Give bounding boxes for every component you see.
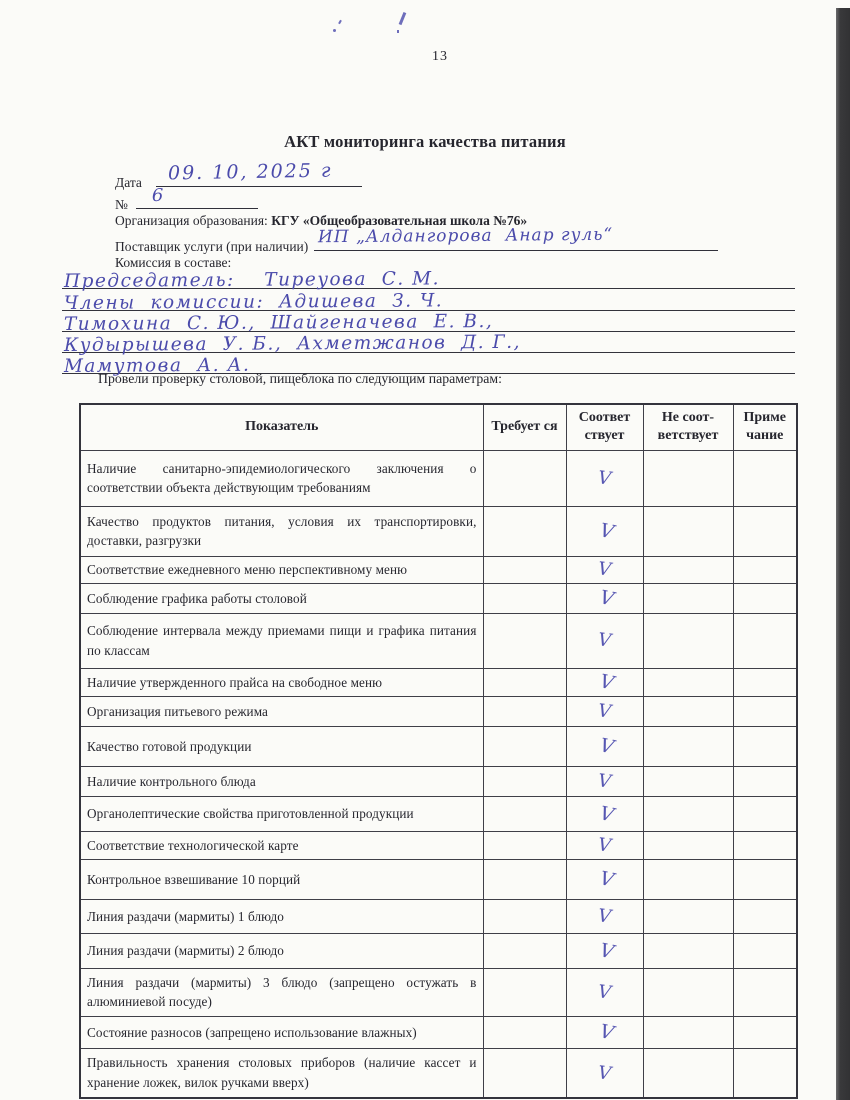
checkmark: V	[597, 670, 616, 696]
checkmark: V	[597, 586, 616, 612]
conforms-cell	[566, 968, 643, 1016]
required-cell	[483, 796, 566, 831]
ink-smudge	[338, 20, 342, 24]
scanner-edge-shadow	[836, 8, 850, 1100]
conforms-cell	[566, 933, 643, 968]
checkmark: V	[596, 558, 613, 582]
table-row	[80, 1016, 797, 1048]
table-row	[80, 556, 797, 583]
parameter-cell: Контрольное взвешивание 10 порций	[80, 859, 483, 899]
not-conforms-cell	[643, 968, 733, 1016]
conforms-cell	[566, 726, 643, 766]
parameter-cell: Правильность хранения столовых приборов (наличие кассет и хранение ложек, вилок ручками вверх)	[80, 1048, 483, 1098]
commission-line	[62, 289, 795, 314]
required-cell	[483, 859, 566, 899]
checkmark: V	[596, 834, 613, 857]
parameter-cell: Организация питьевого режима	[80, 696, 483, 726]
table-body	[80, 450, 797, 1098]
not-conforms-cell	[643, 556, 733, 583]
commission-members-block	[62, 268, 795, 378]
commission-line	[62, 310, 795, 335]
note-cell	[733, 450, 797, 506]
monitoring-table	[79, 403, 798, 1099]
table-header	[80, 404, 797, 450]
number-underline	[136, 185, 258, 209]
table-row	[80, 613, 797, 668]
supplier-field	[115, 224, 718, 255]
conforms-cell	[566, 1016, 643, 1048]
checkmark: V	[596, 905, 613, 928]
conforms-cell	[566, 831, 643, 859]
parameter-cell: Состояние разносов (запрещено использование влажных)	[80, 1016, 483, 1048]
handwritten-commission-text: Тимохина С. Ю., Шайгеначева Е. В.,	[63, 310, 494, 335]
conforms-cell	[566, 583, 643, 613]
required-cell	[483, 899, 566, 933]
note-cell	[733, 696, 797, 726]
parameter-cell: Линия раздачи (мармиты) 2 блюдо	[80, 933, 483, 968]
not-conforms-cell	[643, 613, 733, 668]
ink-smudge	[333, 29, 336, 32]
checkmark: V	[596, 700, 613, 723]
organization-label: Организация образования:	[115, 213, 272, 228]
table-row	[80, 933, 797, 968]
note-cell	[733, 1048, 797, 1098]
parameter-cell: Наличие утвержденного прайса на свободное меню	[80, 668, 483, 696]
not-conforms-cell	[643, 831, 733, 859]
page-number: 13	[432, 49, 448, 64]
checkmark: V	[596, 1062, 613, 1085]
required-cell	[483, 506, 566, 556]
required-cell	[483, 450, 566, 506]
checkmark: V	[597, 867, 616, 893]
note-cell	[733, 1016, 797, 1048]
not-conforms-cell	[643, 668, 733, 696]
required-cell	[483, 766, 566, 796]
note-cell	[733, 506, 797, 556]
not-conforms-cell	[643, 899, 733, 933]
required-cell	[483, 583, 566, 613]
table-row	[80, 766, 797, 796]
required-cell	[483, 933, 566, 968]
conforms-cell	[566, 696, 643, 726]
conforms-cell	[566, 859, 643, 899]
note-cell	[733, 796, 797, 831]
note-cell	[733, 668, 797, 696]
note-cell	[733, 766, 797, 796]
required-cell	[483, 1016, 566, 1048]
table-row	[80, 831, 797, 859]
conforms-cell	[566, 899, 643, 933]
required-cell	[483, 668, 566, 696]
column-header: Соответ ствует	[566, 404, 643, 450]
table-row	[80, 899, 797, 933]
required-cell	[483, 613, 566, 668]
commission-line	[62, 331, 795, 357]
note-cell	[733, 933, 797, 968]
not-conforms-cell	[643, 796, 733, 831]
column-header: Приме чание	[733, 404, 797, 450]
checkmark: V	[596, 770, 613, 793]
column-header: Не соот- ветствует	[643, 404, 733, 450]
supplier-label: Поставщик услуги (при наличии)	[115, 239, 309, 254]
handwritten-commission-text: Председатель: Тиреуова С. М.	[63, 268, 441, 293]
conforms-cell	[566, 613, 643, 668]
not-conforms-cell	[643, 859, 733, 899]
not-conforms-cell	[643, 450, 733, 506]
ink-smudge	[397, 30, 399, 33]
ink-smudge	[399, 12, 406, 25]
required-cell	[483, 831, 566, 859]
note-cell	[733, 583, 797, 613]
commission-line	[62, 268, 795, 293]
intro-text: Провели проверку столовой, пищеблока по следующим параметрам:	[98, 371, 502, 386]
parameter-cell: Наличие контрольного блюда	[80, 766, 483, 796]
parameter-cell: Органолептические свойства приготовленной продукции	[80, 796, 483, 831]
parameter-cell: Качество готовой продукции	[80, 726, 483, 766]
not-conforms-cell	[643, 726, 733, 766]
parameter-cell: Наличие санитарно-эпидемиологического заключения о соответствии объекта действующим требованиям	[80, 450, 483, 506]
conforms-cell	[566, 668, 643, 696]
parameter-cell: Соответствие ежедневного меню перспективному меню	[80, 556, 483, 583]
table-row	[80, 968, 797, 1016]
checkmark: V	[596, 629, 613, 653]
checkmark: V	[596, 467, 613, 490]
table-row	[80, 796, 797, 831]
table-row	[80, 506, 797, 556]
handwritten-commission-text: Кудырышева У. Б., Ахметжанов Д. Г.,	[63, 331, 522, 357]
table-row	[80, 696, 797, 726]
conforms-cell	[566, 450, 643, 506]
date-label: Дата	[115, 175, 142, 190]
note-cell	[733, 831, 797, 859]
required-cell	[483, 696, 566, 726]
note-cell	[733, 556, 797, 583]
conforms-cell	[566, 766, 643, 796]
table-row	[80, 450, 797, 506]
parameter-cell: Соответствие технологической карте	[80, 831, 483, 859]
document-title: АКТ мониторинга качества питания	[284, 132, 566, 151]
table-row	[80, 583, 797, 613]
parameter-cell: Линия раздачи (мармиты) 3 блюдо (запрещено остужать в алюминиевой посуде)	[80, 968, 483, 1016]
conforms-cell	[566, 506, 643, 556]
parameter-cell: Качество продуктов питания, условия их транспортировки, доставки, разгрузки	[80, 506, 483, 556]
not-conforms-cell	[643, 583, 733, 613]
date-underline	[156, 159, 362, 187]
not-conforms-cell	[643, 696, 733, 726]
handwritten-commission-text: Члены комиссии: Адишева З. Ч.	[63, 289, 444, 314]
commission-label: Комиссия в составе:	[115, 255, 232, 270]
parameter-cell: Линия раздачи (мармиты) 1 блюдо	[80, 899, 483, 933]
not-conforms-cell	[643, 1048, 733, 1098]
handwritten-commission-text: Мамутова А. А.	[63, 355, 251, 378]
column-header: Показатель	[80, 404, 483, 450]
table-row	[80, 726, 797, 766]
not-conforms-cell	[643, 506, 733, 556]
checkmark: V	[597, 802, 616, 827]
checkmark: V	[596, 981, 613, 1004]
conforms-cell	[566, 796, 643, 831]
note-cell	[733, 899, 797, 933]
checkmark: V	[597, 1020, 616, 1046]
note-cell	[733, 859, 797, 899]
supplier-underline	[314, 224, 718, 251]
required-cell	[483, 726, 566, 766]
note-cell	[733, 613, 797, 668]
conforms-cell	[566, 556, 643, 583]
column-header: Требует ся	[483, 404, 566, 450]
required-cell	[483, 556, 566, 583]
not-conforms-cell	[643, 1016, 733, 1048]
table-row	[80, 859, 797, 899]
organization-value: КГУ «Общеобразовательная школа №76»	[271, 213, 528, 228]
table-row	[80, 1048, 797, 1098]
handwritten-date: 09. 10, 2025 г	[167, 159, 333, 185]
note-cell	[733, 968, 797, 1016]
note-cell	[733, 726, 797, 766]
required-cell	[483, 1048, 566, 1098]
not-conforms-cell	[643, 766, 733, 796]
checkmark: V	[597, 734, 616, 760]
conforms-cell	[566, 1048, 643, 1098]
checkmark: V	[597, 519, 616, 545]
not-conforms-cell	[643, 933, 733, 968]
required-cell	[483, 968, 566, 1016]
checkmark: V	[597, 939, 616, 964]
handwritten-supplier: ИП „Алдангорова Анар гуль“	[318, 224, 614, 248]
number-label: №	[115, 197, 128, 212]
parameter-cell: Соблюдение графика работы столовой	[80, 583, 483, 613]
handwritten-number: 6	[151, 185, 164, 206]
table-row	[80, 668, 797, 696]
number-field	[115, 185, 258, 213]
parameter-cell: Соблюдение интервала между приемами пищи и графика питания по классам	[80, 613, 483, 668]
